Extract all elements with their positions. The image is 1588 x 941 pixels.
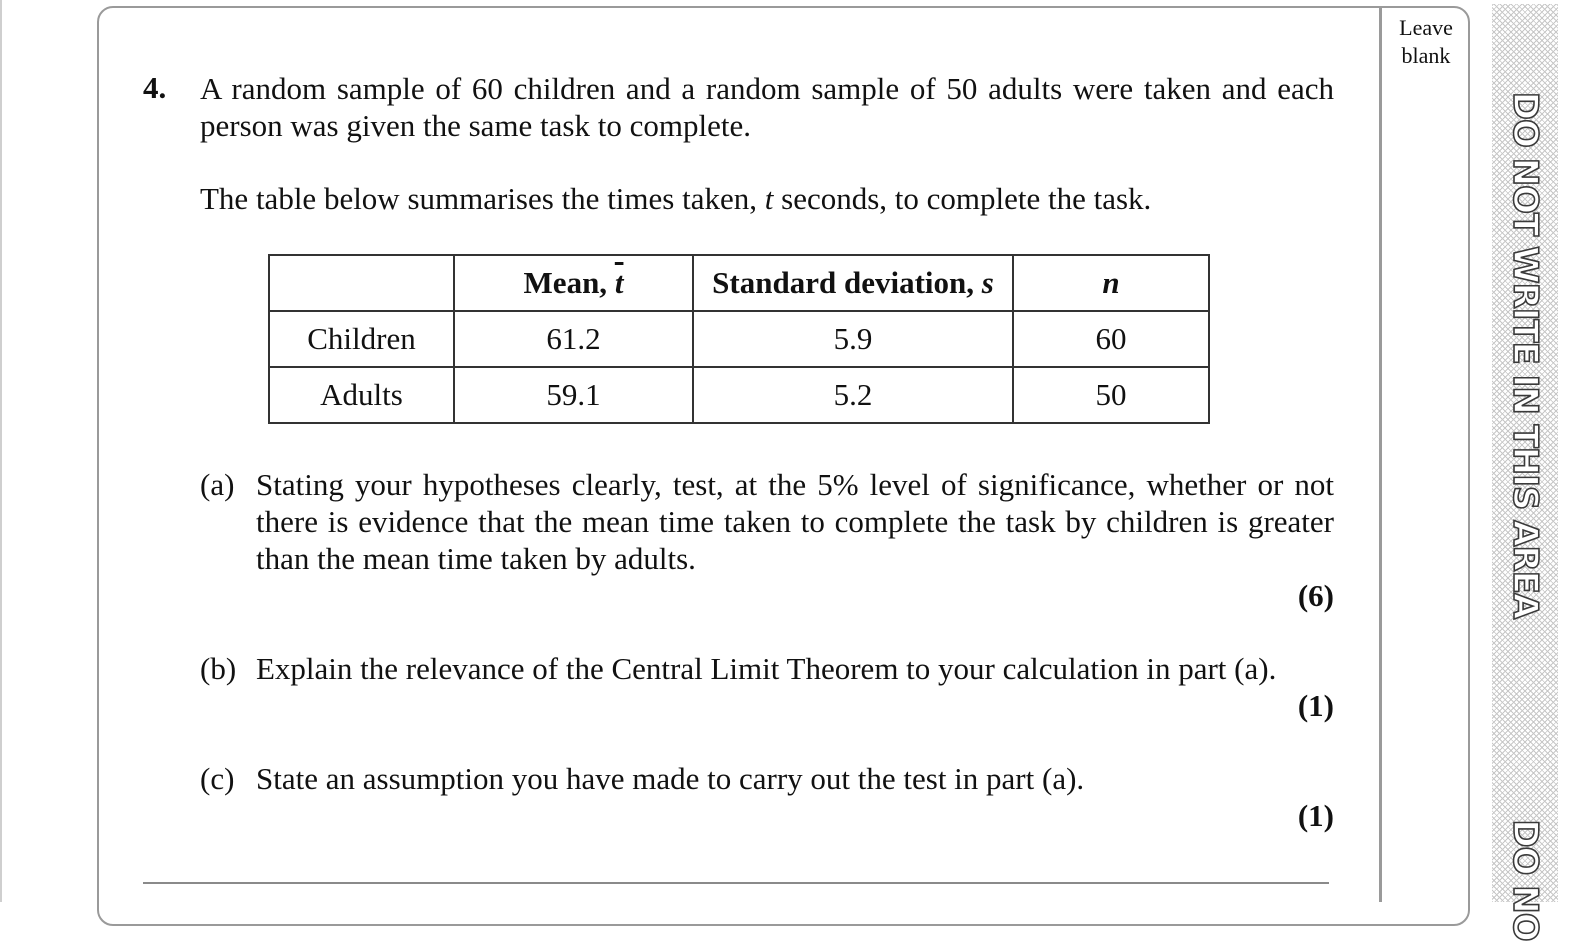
row-mean: 59.1	[454, 367, 693, 423]
row-mean: 61.2	[454, 311, 693, 367]
header-sd-symbol: s	[981, 265, 994, 300]
row-n: 50	[1013, 367, 1209, 423]
part-a-text: Stating your hypotheses clearly, test, at the 5% level of significance, whether or not there is evidence that the mean time taken to complete the task by children is greater than the mean time taken by adults.	[256, 467, 1334, 576]
part-b-label: (b)	[200, 651, 237, 686]
table-header-row	[269, 255, 1209, 311]
page-left-edge	[0, 0, 2, 902]
table-row	[269, 367, 1209, 423]
part-a-label: (a)	[200, 467, 235, 502]
margin-warning-partial: DO NO	[1505, 819, 1545, 941]
part-c-label: (c)	[200, 761, 235, 796]
part-c-marks: (1)	[1297, 798, 1334, 833]
row-n: 60	[1013, 311, 1209, 367]
table-intro-after: seconds, to complete the task.	[773, 181, 1152, 216]
table-intro	[200, 180, 1334, 217]
leave-blank-divider	[1379, 8, 1382, 902]
row-label: Adults	[269, 367, 454, 423]
table-intro-variable: t	[764, 181, 774, 216]
header-sd	[693, 255, 1013, 311]
header-mean-symbol: $\overline{t}$	[614, 265, 624, 300]
leave-blank-line2: blank	[1401, 43, 1451, 68]
header-n: n	[1013, 255, 1209, 311]
header-sd-label: Standard deviation,	[712, 265, 982, 300]
header-mean	[454, 255, 693, 311]
leave-blank-label	[1384, 14, 1468, 70]
part-a-marks: (6)	[1297, 578, 1334, 613]
question-intro: A random sample of 60 children and a random sample of 50 adults were taken and each person was given the same task to complete.	[200, 71, 1334, 143]
margin-warning: DO NOT WRITE IN THIS AREA	[1505, 91, 1545, 619]
answer-rule	[143, 882, 1329, 884]
part-b-text: Explain the relevance of the Central Limit Theorem to your calculation in part (a).	[256, 651, 1277, 686]
part-b-marks: (1)	[1297, 688, 1334, 723]
table-intro-before: The table below summarises the times taken,	[200, 181, 765, 216]
question-number: 4.	[143, 70, 167, 105]
table-row	[269, 311, 1209, 367]
header-blank	[269, 255, 454, 311]
summary-table	[268, 254, 1210, 424]
part-c-text: State an assumption you have made to carry out the test in part (a).	[256, 761, 1085, 796]
header-mean-label: Mean,	[523, 265, 615, 300]
row-sd: 5.9	[693, 311, 1013, 367]
leave-blank-line1: Leave	[1399, 15, 1453, 40]
row-sd: 5.2	[693, 367, 1013, 423]
row-label: Children	[269, 311, 454, 367]
